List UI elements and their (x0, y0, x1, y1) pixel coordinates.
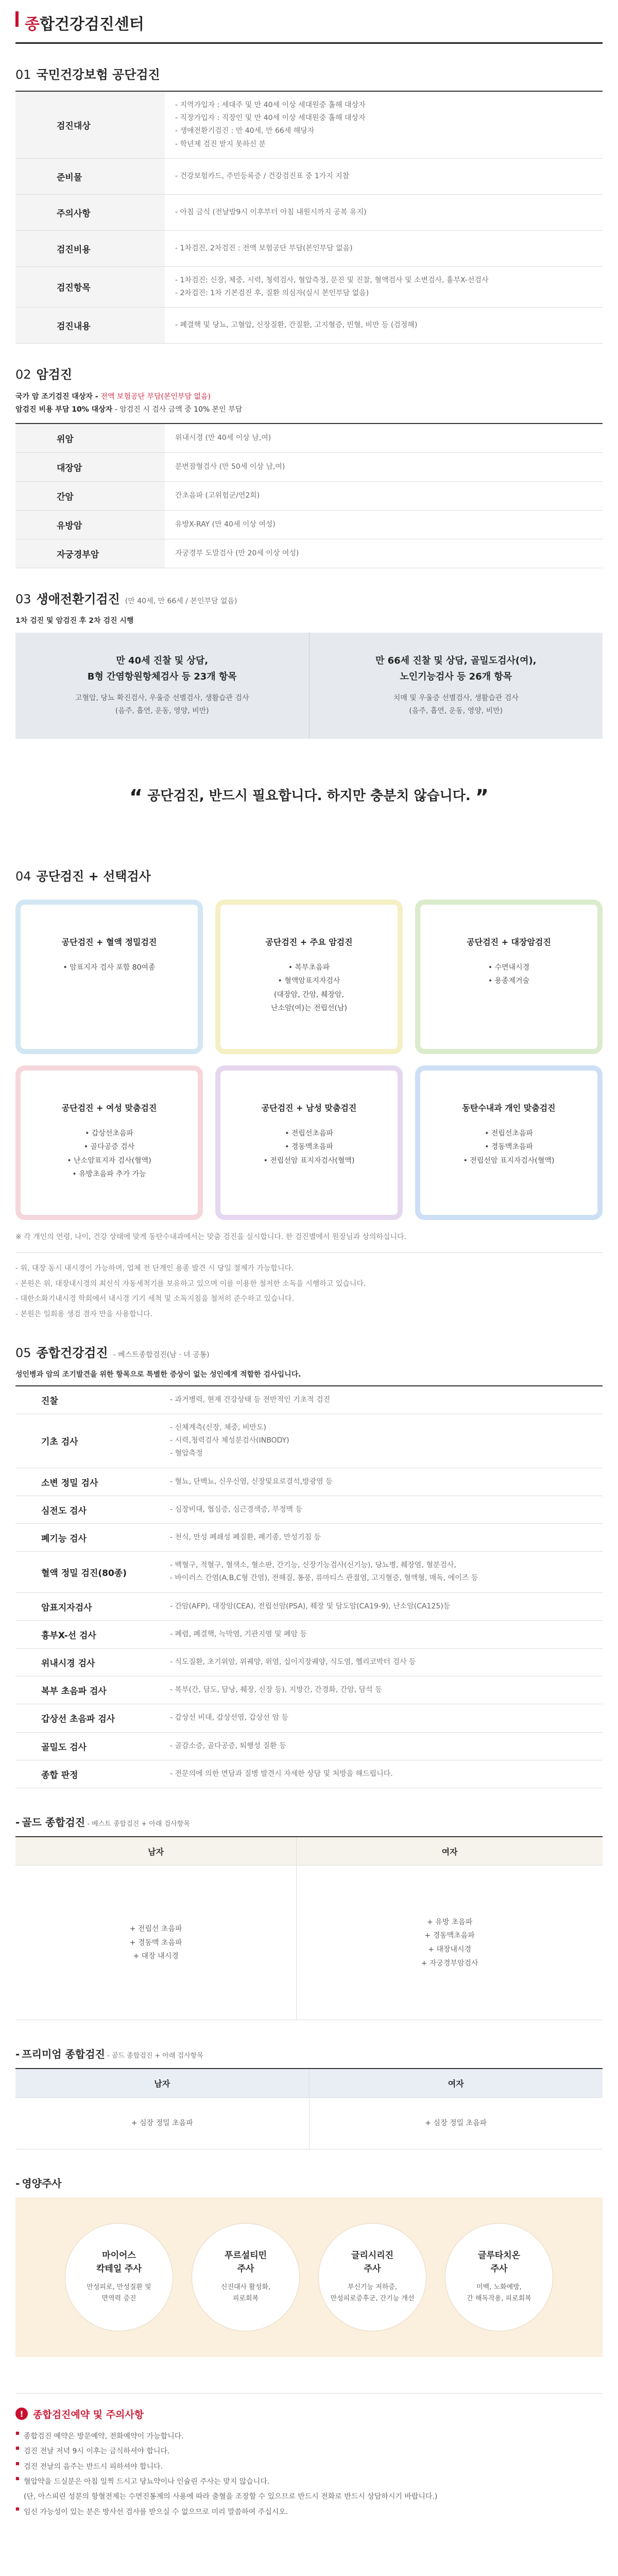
package-card-title: 공단검진 + 주요 암검진 (265, 937, 353, 947)
desc-line: 면역력 증진 (101, 2295, 136, 2303)
list-item: - 간암(AFP), 대장암(CEA), 전립선암(PSA), 췌장 및 담도암(CA19-9), 난소암(CA125)등 (170, 1600, 597, 1613)
nutrition-card (65, 2223, 173, 2331)
package-card (215, 1065, 403, 1220)
table-row (15, 539, 603, 568)
list-item: - 시력,청력검사 체성분검사(INBODY) (170, 1434, 597, 1447)
table-row (15, 1468, 603, 1496)
list-item: - 식도질환, 초기위암, 위궤양, 위염, 십이지장궤양, 식도염, 헬리코박터 검사 등 (170, 1656, 597, 1669)
table-row (15, 1676, 603, 1704)
list-item: - 골감소증, 골다공증, 퇴행성 질환 등 (170, 1740, 597, 1753)
gold-title: - 골드 종합검진 - 베스트 종합검진 + 아래 검사항목 (15, 1816, 190, 1828)
list-item: + 자궁경부암검사 (421, 1959, 478, 1968)
col-heading-line: 만 66세 진찰 및 상담, 골밀도검사(여), (375, 655, 537, 666)
life-transition-col (15, 633, 309, 739)
list-item: ■ 검진 전날 저녁 9시 이후는 금식하셔야 합니다. (15, 2444, 603, 2459)
list-item: • 경동맥초음파 (485, 1143, 533, 1151)
row-value (165, 92, 603, 158)
row-value (165, 1414, 603, 1468)
list-item: ■ 혈압약을 드실분은 아침 일찍 드시고 당뇨약이나 인슐린 주사는 맞지 않습니다. (15, 2475, 603, 2489)
table-row (15, 308, 603, 344)
row-value (165, 1468, 603, 1496)
title-line: 푸르설티민 (224, 2250, 267, 2261)
list-item: - 심장비대, 협심증, 심근경색증, 부정맥 등 (170, 1503, 597, 1516)
package-card-items (431, 1127, 587, 1168)
title-line: 주사 (364, 2263, 381, 2274)
notice-list (15, 2429, 603, 2520)
section-title-cancer: 02 암검진 (15, 367, 73, 382)
row-label: 위내시경 검사 (15, 1648, 165, 1676)
col-heading-line: 만 40세 진찰 및 상담, (116, 655, 209, 666)
row-items (175, 170, 592, 183)
list-item: - 폐결핵 및 당뇨, 고혈압, 신장질환, 간질환, 고지혈증, 빈혈, 비만 등 (검정해) (175, 319, 592, 332)
list-item: • 전립선암 표지자검사(혈액) (463, 1156, 555, 1165)
list-item: - 아침 금식 (전날밤9시 이후부터 아침 내원시까지 공복 유지) (175, 206, 592, 219)
premium-exam-table (15, 2068, 603, 2149)
col-heading-line: 노인기능검사 등 26개 항목 (400, 671, 512, 682)
page-title: 종합건강검진센터 (25, 15, 144, 33)
list-item: • 경동맥초음파 (285, 1143, 333, 1151)
package-card-items (231, 1127, 387, 1168)
life-transition-lead: 1차 검진 및 암검진 후 2차 검진 시행 (15, 617, 134, 625)
row-items (170, 1600, 597, 1613)
title-line: 글리시리진 (351, 2250, 394, 2261)
notice-heading: ! 종합검진예약 및 주의사항 (15, 2407, 603, 2421)
list-item: + 전립선 초음파 (129, 1925, 182, 1934)
nutrition-title: - 영양주사 (15, 2177, 62, 2190)
nutrition-box (15, 2197, 603, 2357)
table-row (15, 424, 603, 453)
list-item: - 생애전환기검진 : 만 40세, 만 66세 해당자 (175, 125, 592, 138)
row-items (170, 1628, 597, 1641)
section-title-national: 01 국민건강보험 공단검진 (15, 67, 160, 82)
row-value: 분변잠혈검사 (만 50세 이상 남,여) (165, 453, 603, 482)
row-label: 암표지자검사 (15, 1592, 165, 1620)
nutrition-card-title (96, 2249, 142, 2276)
desc-line: 부신기능 저하증, (347, 2283, 398, 2292)
table-row (15, 511, 603, 539)
table-row (15, 230, 603, 266)
section-title-life-transition: 03 생애전환기검진 (만 40세, 만 66세 / 본인부담 없음) (15, 592, 237, 606)
package-card-items (31, 961, 187, 975)
row-value: 자궁경부 도말검사 (만 20세 이상 여성) (165, 539, 603, 568)
table-row (15, 1414, 603, 1468)
table-row (15, 1732, 603, 1760)
comprehensive-lead: 성인병과 암의 조기발견을 위한 항목으로 특별한 증상이 없는 성인에게 적합한 검사입니다. (15, 1370, 301, 1379)
nutrition-card (318, 2223, 426, 2331)
title-accent-bar (15, 11, 19, 27)
row-value (165, 230, 603, 266)
package-card (215, 900, 403, 1054)
row-label: 혈액 정밀 검진(80종) (15, 1552, 165, 1592)
col-detail-line: (음주, 흡연, 운동, 영양, 비만) (409, 707, 503, 716)
row-items (170, 1531, 597, 1544)
table-row (15, 92, 603, 158)
cancer-exam-table (15, 424, 603, 569)
table-row (15, 1648, 603, 1676)
nutrition-card-desc (467, 2282, 531, 2304)
nutrition-card-title (478, 2249, 520, 2276)
comprehensive-exam-table (15, 1386, 603, 1788)
row-items (170, 1684, 597, 1697)
list-item: • 전립선초음파 (485, 1129, 533, 1138)
title-line: 주사 (237, 2263, 254, 2274)
selective-card-grid (15, 900, 603, 1220)
row-label: 간암 (15, 482, 165, 511)
row-label: 위암 (15, 424, 165, 453)
package-card-items (31, 1127, 187, 1181)
gold-female-items (297, 1866, 603, 2020)
list-item: - 복부(간, 담도, 담낭, 췌장, 신장 등), 지방간, 간경화, 간암, 담석 등 (170, 1684, 597, 1697)
list-item: - 천식, 만성 폐쇄성 폐질환, 폐기종, 만성기침 등 (170, 1531, 597, 1544)
desc-line: 미백, 노화예방, (476, 2283, 522, 2292)
row-items (170, 1711, 597, 1724)
row-items (170, 1740, 597, 1753)
row-label: 검진비용 (15, 230, 165, 266)
list-item: - 신체계측(신장, 체중, 비만도) (170, 1421, 597, 1434)
row-label: 진찰 (15, 1386, 165, 1414)
list-item: - 위, 대장 동시 내시경이 가능하며, 업체 전 단계인 용종 발견 시 당일 절제가 가능합니다. (15, 1264, 294, 1273)
table-row (15, 1386, 603, 1414)
list-item: - 본원은 일회용 생검 겸자 만을 사용합니다. (15, 1310, 153, 1318)
row-value (165, 158, 603, 194)
nutrition-card-title (351, 2249, 393, 2276)
list-item: • 수면내시경 (488, 963, 530, 972)
quote-banner: “ 공단검진, 반드시 필요합니다. 하지만 충분치 않습니다. ” (129, 785, 489, 809)
row-label: 흉부X-선 검사 (15, 1620, 165, 1648)
package-card (15, 900, 203, 1054)
row-value (165, 1760, 603, 1788)
package-card-items (431, 961, 587, 988)
life-transition-col (309, 633, 603, 739)
row-items (170, 1768, 597, 1781)
table-row (15, 158, 603, 194)
list-item: - 직장가입자 : 직장인 및 만 40세 이상 세대원중 홀해 대상자 (175, 112, 592, 125)
nutrition-card (445, 2223, 553, 2331)
list-item: - 폐렴, 폐결핵, 늑막염, 기관지염 및 폐암 등 (170, 1628, 597, 1641)
row-label: 주의사항 (15, 194, 165, 230)
list-item: - 학년제 검진 받지 못하신 분 (175, 138, 592, 151)
row-value (165, 266, 603, 307)
list-item: ■ 임신 가능성이 있는 분은 방사선 검사를 받으실 수 없으므로 미리 말씀하여 주십시오. (15, 2505, 603, 2520)
row-value (165, 1386, 603, 1414)
title-line: 마이어스 (102, 2250, 136, 2261)
desc-line: 만성피로, 만성질환 및 (87, 2283, 151, 2292)
list-item: - 백혈구, 적혈구, 혈색소, 혈소판, 간기능, 신장기능검사(신기능), 당뇨병, 췌장염, 혈분검사, (170, 1559, 597, 1572)
row-value: 유방X-RAY (만 40세 이상 여성) (165, 511, 603, 539)
col-detail-line: 고혈압, 당뇨 확진검사, 우울증 선별검사, 생활습관 검사 (75, 694, 249, 703)
row-label: 준비물 (15, 158, 165, 194)
row-items (175, 99, 592, 151)
gold-header-female: 여자 (297, 1837, 603, 1866)
col-heading (26, 653, 299, 685)
list-item: - 전문의에 의한 면담과 질병 발견시 자세한 상담 및 처방을 해드립니다. (170, 1768, 597, 1781)
row-value (165, 1524, 603, 1552)
row-value (165, 1552, 603, 1592)
list-item: - 바이러스 간염(A,B,C형 간염), 전해질, 통풍, 류마티스 관절염, 고지혈증, 혈액형, 매독, 에이즈 등 (170, 1572, 597, 1585)
package-card-title: 공단검진 + 여성 맞춤검진 (61, 1103, 157, 1113)
desc-line: 간 해독작용, 피로회복 (467, 2295, 531, 2303)
list-item: + 심장 정밀 초음파 (425, 2119, 487, 2128)
list-item: - 건강보험카드, 주민등록증 / 건강검진표 중 1가지 지참 (175, 170, 592, 183)
row-value (165, 1648, 603, 1676)
list-item: + 유방 초음파 (427, 1918, 473, 1926)
list-item: - 지역가입자 : 세대주 및 만 40세 이상 세대원중 홀해 대상자 (175, 99, 592, 112)
list-item: • 유방초음파 추가 가능 (72, 1170, 146, 1179)
package-card (15, 1065, 203, 1220)
row-items (170, 1559, 597, 1585)
table-row (15, 266, 603, 307)
selective-note: ※ 각 개인의 연령, 나이, 건강 상태에 맞게 동탄수내과에서는 맞춤 검진을 실시합니다. 한 검진별에서 원장님과 상의하십니다. (15, 1232, 406, 1241)
list-item: - 혈압측정 (170, 1447, 597, 1460)
row-label: 갑상선 초음파 검사 (15, 1704, 165, 1732)
row-items (170, 1656, 597, 1669)
table-row (15, 1496, 603, 1523)
premium-male-items (15, 2097, 309, 2149)
list-item: - 과거병력, 현재 건강상태 등 전반적인 기초적 검진 (170, 1394, 597, 1406)
gold-header-male: 남자 (15, 1837, 297, 1866)
col-detail-line: 치매 및 우울증 선별검사, 생활습관 검사 (393, 694, 519, 703)
list-item: + 심장 정밀 초음파 (131, 2119, 193, 2128)
row-label: 검진대상 (15, 92, 165, 158)
col-detail (320, 692, 593, 718)
list-item: ■ 종합검진 예약은 방문예약, 전화예약이 가능합니다. (15, 2429, 603, 2444)
list-item: - 대한소화기내시경 학회에서 내시경 기기 세척 및 소독지침을 철저히 준수하고 있습니다. (15, 1295, 294, 1303)
row-label: 소변 정밀 검사 (15, 1468, 165, 1496)
gold-male-items (15, 1866, 297, 2020)
list-item: - 혈뇨, 단백뇨, 신우신염, 신장및요로결석,방광염 등 (170, 1476, 597, 1488)
row-value (165, 308, 603, 344)
package-card-title: 공단검진 + 남성 맞춤검진 (261, 1103, 357, 1113)
list-item: • 복부초음파 (288, 963, 330, 972)
table-row (15, 453, 603, 482)
row-label: 심전도 검사 (15, 1496, 165, 1523)
row-value: 간초음파 (고위험군/연2회) (165, 482, 603, 511)
list-item: + 대장내시경 (428, 1945, 472, 1954)
row-label: 대장암 (15, 453, 165, 482)
reservation-notice (15, 2393, 603, 2551)
row-label: 기초 검사 (15, 1414, 165, 1468)
table-row (15, 482, 603, 511)
endoscopy-notes (15, 1252, 603, 1322)
col-heading-line: B형 간염항원항체검사 등 23개 항목 (87, 671, 237, 682)
row-value (165, 1592, 603, 1620)
row-items (175, 206, 592, 219)
list-item: • 난소암표지자 검사(혈액) (67, 1156, 151, 1165)
list-item: • 골다공증 검사 (83, 1143, 135, 1151)
list-item: • 용종제거술 (488, 977, 530, 986)
row-label: 복부 초음파 검사 (15, 1676, 165, 1704)
premium-header-female: 여자 (309, 2069, 603, 2097)
list-item: • 암표지자 검사 포함 80여종 (63, 963, 156, 972)
row-value: 위내시경 (만 40세 이상 남,여) (165, 424, 603, 453)
list-item: + 대장 내시경 (133, 1952, 179, 1961)
national-exam-table (15, 92, 603, 344)
desc-line: 만성피로증후군, 간기능 개선 (330, 2295, 415, 2303)
list-item: - 1차검진: 신장, 체중, 시력, 청력검사, 혈압측정, 문진 및 진찰, 혈액검사 및 소변검사, 흉부X-선검사 (175, 274, 592, 287)
row-items (175, 319, 592, 332)
table-row (15, 1552, 603, 1592)
row-items (170, 1394, 597, 1406)
table-row (15, 1620, 603, 1648)
row-label: 종합 판정 (15, 1760, 165, 1788)
title-line: 글루타치온 (477, 2250, 521, 2261)
row-label: 유방암 (15, 511, 165, 539)
list-item: + 경동맥 초음파 (129, 1938, 182, 1947)
alert-icon: ! (15, 2408, 28, 2420)
row-label: 검진항목 (15, 266, 165, 307)
premium-female-items (309, 2097, 603, 2149)
premium-header-male: 남자 (15, 2069, 309, 2097)
list-item: - 갑상선 비대, 갑상선염, 갑상선 암 등 (170, 1711, 597, 1724)
desc-line: 신진대사 활성화, (220, 2283, 271, 2292)
row-value (165, 1676, 603, 1704)
row-value (165, 1620, 603, 1648)
row-label: 검진내용 (15, 308, 165, 344)
list-item: - 1차검진, 2차검진 : 전액 보험공단 부담(본인부담 없음) (175, 242, 592, 255)
row-label: 폐기능 검사 (15, 1524, 165, 1552)
package-card-title: 공단검진 + 혈액 정밀검진 (61, 937, 157, 947)
table-row (15, 194, 603, 230)
row-items (170, 1503, 597, 1516)
col-detail-line: (음주, 흡연, 운동, 영양, 비만) (115, 707, 209, 716)
nutrition-card (192, 2223, 300, 2331)
page-header (15, 0, 603, 44)
package-card (415, 1065, 603, 1220)
row-value (165, 1732, 603, 1760)
premium-title: - 프리미엄 종합검진 - 골드 종합검진 + 아래 검사항목 (15, 2048, 203, 2061)
row-value (165, 1704, 603, 1732)
section-title-comprehensive: 05 종합건강검진 - 베스트종합검진(남 · 녀 공통) (15, 1345, 210, 1360)
life-transition-box (15, 633, 603, 739)
list-item: • 갑상선초음파 (85, 1129, 133, 1138)
package-card-items (231, 961, 387, 1015)
row-items (170, 1476, 597, 1488)
col-detail (26, 692, 299, 718)
table-row (15, 1704, 603, 1732)
list-item: - 2차검진: 1차 기본검진 후, 질환 의심자(실시 본인부담 없음) (175, 287, 592, 300)
nutrition-card-desc (221, 2282, 270, 2304)
row-label: 자궁경부암 (15, 539, 165, 568)
row-items (175, 274, 592, 300)
title-line: 칵테일 주사 (96, 2263, 142, 2274)
table-row (15, 1524, 603, 1552)
table-row (15, 1760, 603, 1788)
list-item: - 본원은 위, 대장내시경의 최신식 자동세척기를 보유하고 있으며 이를 이용한 철저한 소독을 시행하고 있습니다. (15, 1279, 366, 1288)
row-label: 골밀도 검사 (15, 1732, 165, 1760)
table-row (15, 1592, 603, 1620)
list-item: ■ 검진 전날의 음주는 반드시 피하셔야 합니다. (15, 2460, 603, 2475)
list-item: (단, 아스피린 성분의 항혈전제는 수면진통제의 사용에 따라 출혈을 조장할 수 있으므로 반드시 전화로 반드시 상담하시기 바랍니다.) (24, 2493, 438, 2501)
nutrition-card-desc (330, 2282, 414, 2304)
list-item: + 경동맥초음파 (424, 1931, 475, 1940)
gold-exam-table (15, 1836, 603, 2021)
cancer-notes: 국가 암 조기검진 대상자 - 전액 보험공단 부담(본인부담 없음) 암검진 비용 부담 10% 대상자 - 암검진 시 검사 금액 중 10% 본인 부담 (15, 393, 243, 414)
desc-line: 피로회복 (232, 2295, 259, 2303)
row-value (165, 1496, 603, 1523)
row-value (165, 194, 603, 230)
row-items (175, 242, 592, 255)
list-item: • 전립선초음파 (285, 1129, 333, 1138)
list-item: • 혈액암표지자검사 (278, 977, 340, 986)
list-item: (대장암, 간암, 췌장암, (274, 990, 344, 999)
package-card-title: 공단검진 + 대장암검진 (467, 937, 551, 947)
section-title-selective: 04 공단검진 + 선택검사 (15, 869, 151, 884)
nutrition-card-desc (87, 2282, 151, 2304)
list-item: • 전립선암 표지자검사(혈액) (263, 1156, 355, 1165)
package-card-title: 동탄수내과 개인 맞춤검진 (462, 1103, 556, 1113)
row-items (170, 1421, 597, 1461)
title-line: 주사 (490, 2263, 508, 2274)
package-card (415, 900, 603, 1054)
list-item: 난소암(여)는 전립선(남) (270, 1004, 347, 1013)
col-heading (320, 653, 593, 685)
nutrition-card-title (225, 2249, 267, 2276)
